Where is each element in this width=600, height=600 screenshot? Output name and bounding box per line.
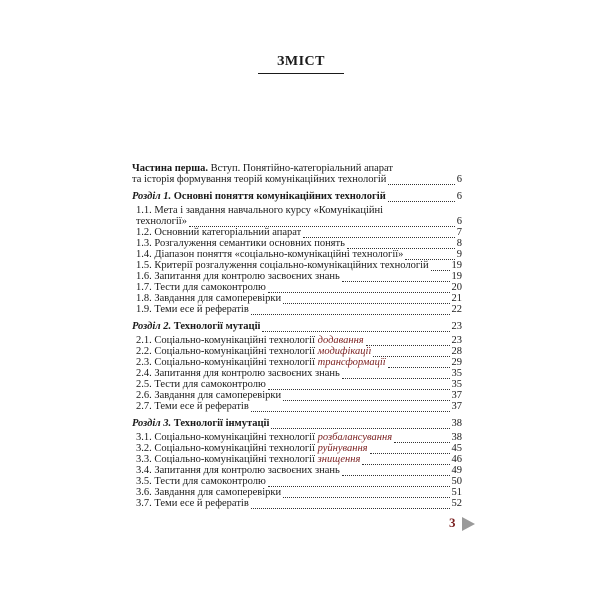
item-text: Запитання для контролю засвоєних знань [154, 271, 340, 282]
item-text: Тести для самоконтролю [154, 379, 266, 390]
leader-dots [347, 240, 455, 249]
table-of-contents [132, 163, 462, 509]
item-number: 1.2. [136, 227, 152, 238]
page-ref: 20 [451, 282, 462, 293]
item-number: 1.3. [136, 238, 152, 249]
item-number: 3.3. [136, 454, 152, 465]
item-number: 1.1. [136, 205, 152, 216]
page-ref: 46 [451, 454, 462, 465]
toc-item[interactable] [132, 357, 462, 368]
item-number: 3.4. [136, 465, 152, 476]
toc-item[interactable] [132, 379, 462, 390]
item-text: Соціально-комунікаційні технології [154, 432, 318, 443]
item-text: Тести для самоконтролю [154, 282, 266, 293]
item-number: 1.8. [136, 293, 152, 304]
toc-item[interactable] [132, 476, 462, 487]
toc-item[interactable] [132, 401, 462, 412]
item-text: Завдання для самоперевірки [154, 293, 282, 304]
item-number: 2.3. [136, 357, 152, 368]
item-text: Соціально-комунікаційні технології [154, 443, 318, 454]
leader-dots [342, 273, 450, 282]
page-title: ЗМІСТ [277, 54, 325, 69]
item-emphasis: модифікації [317, 346, 372, 357]
page-ref: 8 [456, 238, 462, 249]
item-text: Діапазон поняття «соціально-комунікаційні технології» [154, 249, 404, 260]
leader-dots [431, 262, 450, 271]
leader-dots [268, 478, 450, 487]
item-number: 3.5. [136, 476, 152, 487]
leader-dots [251, 306, 450, 315]
toc-item[interactable] [132, 432, 462, 443]
leader-dots [262, 323, 449, 332]
leader-dots [189, 218, 455, 227]
leader-dots [373, 348, 449, 357]
item-number: 2.2. [136, 346, 152, 357]
page-ref: 38 [451, 432, 462, 443]
toc-item[interactable] [132, 238, 462, 249]
toc-part-heading-cont[interactable] [132, 174, 462, 185]
item-text: Розгалуження семантики основних понять [154, 238, 345, 249]
item-emphasis: додавання [317, 335, 364, 346]
leader-dots [405, 251, 454, 260]
leader-dots [283, 489, 449, 498]
title-underline [258, 73, 344, 74]
leader-dots [268, 284, 450, 293]
leader-dots [342, 467, 450, 476]
leader-dots [303, 229, 454, 238]
toc-item-cont[interactable] [132, 216, 462, 227]
leader-dots [251, 403, 450, 412]
toc-item[interactable] [132, 487, 462, 498]
page-ref: 7 [456, 227, 462, 238]
item-text-cont: технології» [136, 216, 187, 227]
item-emphasis: розбалансування [317, 432, 393, 443]
page-ref: 37 [451, 390, 462, 401]
part-text-line1: Вступ. Понятійно-категоріальний апарат [210, 163, 394, 174]
item-number: 2.7. [136, 401, 152, 412]
leader-dots [370, 445, 450, 454]
item-text: Соціально-комунікаційні технології [154, 346, 318, 357]
page-ref: 19 [451, 271, 462, 282]
item-number: 1.7. [136, 282, 152, 293]
page-ref: 28 [451, 346, 462, 357]
item-emphasis: руйнування [317, 443, 368, 454]
toc-section-heading[interactable] [132, 321, 462, 332]
section-title: Технології мутації [173, 321, 261, 332]
toc-item[interactable] [132, 368, 462, 379]
toc-item[interactable] [132, 205, 462, 216]
leader-dots [362, 456, 449, 465]
item-number: 3.6. [136, 487, 152, 498]
toc-part-heading[interactable] [132, 163, 462, 174]
page-ref: 6 [456, 191, 462, 202]
leader-dots [283, 392, 449, 401]
item-number: 1.9. [136, 304, 152, 315]
item-text: Соціально-комунікаційні технології [154, 357, 318, 368]
toc-item[interactable] [132, 304, 462, 315]
toc-item[interactable] [132, 271, 462, 282]
section-label: Розділ 3. [132, 418, 172, 429]
item-number: 3.7. [136, 498, 152, 509]
page-ref: 52 [451, 498, 462, 509]
toc-item[interactable] [132, 346, 462, 357]
page-ref: 38 [451, 418, 462, 429]
item-text: Основний категоріальний апарат [154, 227, 302, 238]
toc-item[interactable] [132, 454, 462, 465]
item-emphasis: знищення [317, 454, 361, 465]
item-emphasis: трансформації [317, 357, 386, 368]
toc-section-heading[interactable] [132, 418, 462, 429]
item-text: Критерії розгалуження соціально-комунікаційних технологій [154, 260, 429, 271]
item-text: Соціально-комунікаційні технології [154, 335, 318, 346]
item-number: 1.4. [136, 249, 152, 260]
page-ref: 49 [451, 465, 462, 476]
next-page-arrow-icon[interactable] [462, 517, 475, 531]
leader-dots [251, 500, 450, 509]
page-ref: 21 [451, 293, 462, 304]
toc-item[interactable] [132, 249, 462, 260]
toc-item[interactable] [132, 443, 462, 454]
page-ref: 51 [451, 487, 462, 498]
toc-item[interactable] [132, 293, 462, 304]
item-text: Запитання для контролю засвоєних знань [154, 465, 340, 476]
leader-dots [388, 193, 455, 202]
leader-dots [366, 337, 450, 346]
item-number: 2.4. [136, 368, 152, 379]
item-text: Теми есе й рефератів [154, 304, 249, 315]
page-ref: 19 [451, 260, 462, 271]
part-text-line2: та історія формування теорій комунікаційних технологій [132, 174, 387, 185]
leader-dots [388, 176, 454, 185]
item-text: Теми есе й рефератів [154, 401, 249, 412]
page-ref: 50 [451, 476, 462, 487]
item-number: 1.6. [136, 271, 152, 282]
leader-dots [268, 381, 450, 390]
item-number: 2.1. [136, 335, 152, 346]
leader-dots [271, 420, 449, 429]
part-label: Частина перша. [132, 163, 209, 174]
page-ref: 35 [451, 368, 462, 379]
page-ref: 45 [451, 443, 462, 454]
item-number: 2.6. [136, 390, 152, 401]
leader-dots [342, 370, 450, 379]
section-title: Технології інмутації [173, 418, 270, 429]
leader-dots [394, 434, 449, 443]
page-ref: 22 [451, 304, 462, 315]
page-ref: 37 [451, 401, 462, 412]
toc-sections [132, 191, 462, 509]
item-text: Тести для самоконтролю [154, 476, 266, 487]
toc-item[interactable] [132, 390, 462, 401]
page-ref: 23 [451, 321, 462, 332]
toc-item[interactable] [132, 335, 462, 346]
item-text: Мета і завдання навчального курсу «Комунікаційні [154, 205, 384, 216]
item-text: Завдання для самоперевірки [154, 487, 282, 498]
item-number: 3.2. [136, 443, 152, 454]
section-label: Розділ 1. [132, 191, 172, 202]
page-ref: 6 [456, 174, 462, 185]
item-text: Теми есе й рефератів [154, 498, 249, 509]
section-label: Розділ 2. [132, 321, 172, 332]
leader-dots [388, 359, 450, 368]
item-text: Запитання для контролю засвоєних знань [154, 368, 340, 379]
item-number: 2.5. [136, 379, 152, 390]
leader-dots [283, 295, 449, 304]
toc-item[interactable] [132, 282, 462, 293]
toc-item[interactable] [132, 227, 462, 238]
page-ref: 6 [456, 216, 462, 227]
page-number: 3 [449, 515, 456, 530]
page-ref: 29 [451, 357, 462, 368]
item-text: Завдання для самоперевірки [154, 390, 282, 401]
page-ref: 9 [456, 249, 462, 260]
item-number: 3.1. [136, 432, 152, 443]
toc-item[interactable] [132, 498, 462, 509]
item-text: Соціально-комунікаційні технології [154, 454, 318, 465]
item-number: 1.5. [136, 260, 152, 271]
toc-section-heading[interactable] [132, 191, 462, 202]
page-ref: 35 [451, 379, 462, 390]
toc-item[interactable] [132, 465, 462, 476]
toc-item[interactable] [132, 260, 462, 271]
section-title: Основні поняття комунікаційних технологій [173, 191, 386, 202]
page-ref: 23 [451, 335, 462, 346]
